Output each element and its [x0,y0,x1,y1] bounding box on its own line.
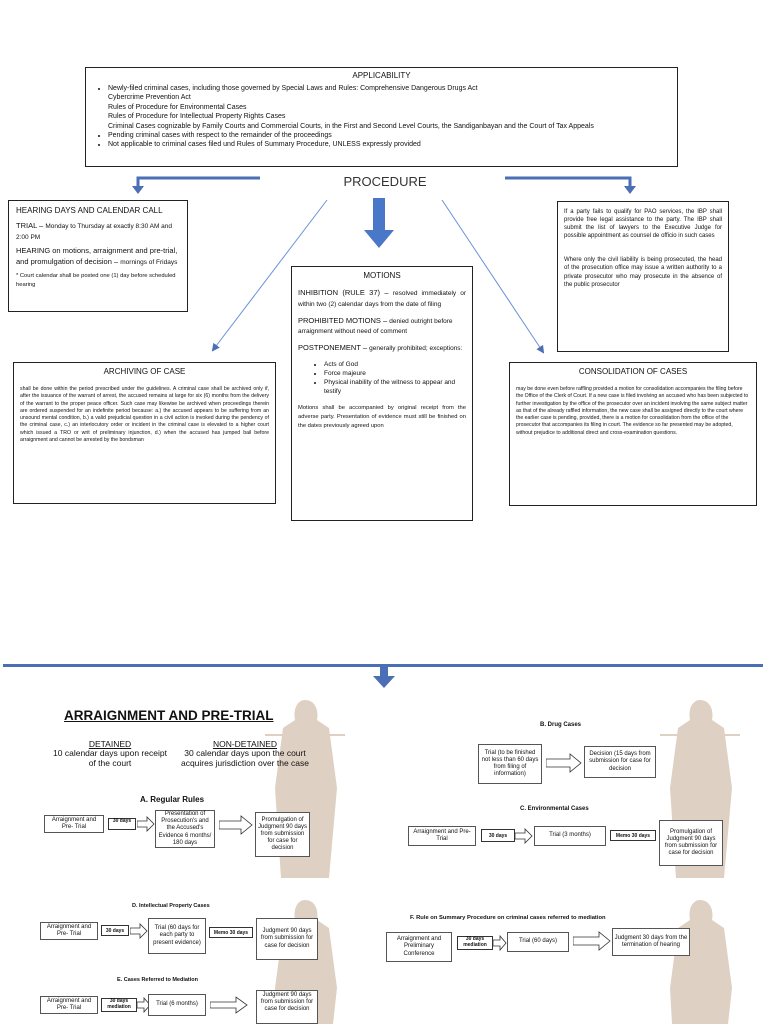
motions-note: Motions shall be accompanied by original receipt from the adverse party. Presentation of evidence must still be finished on the dates previously agreed upon [298,405,466,430]
consolidation-box [509,362,757,506]
justice-statue-icon [650,890,750,1024]
detained-block: DETAINED 10 calendar days upon receipt of the court [53,739,167,768]
hearing-schedule: HEARING on motions, arraignment and pre-trial, and promulgation of decision – mornings of Fridays [16,246,178,266]
flow-box: Presentation of Prosecution's and the Accused's Evidence 6 months/ 180 days [155,810,215,848]
flow-box: Arraignment and Pre- Trial [40,922,98,940]
ip-cases-heading: D. Intellectual Property Cases [132,903,210,909]
flow-box: Judgment 90 days from submission for case for decision [256,918,318,960]
pao-paragraph: If a party fails to qualify for PAO services, the IBP shall provide free legal assistance to the party. The IBP shall submit the list of lawyers to the Executive Judge for possible appointment as counsel de officio in such cases [564,209,722,240]
flow-arrow-icon [130,922,148,940]
drug-cases-heading: B. Drug Cases [540,722,582,728]
flow-tag: 30 days mediation [457,936,493,950]
archiving-box [13,362,276,504]
postponement-item: POSTPONEMENT – generally prohibited; exceptions: [298,343,463,353]
flow-tag: 30 days mediation [101,998,137,1012]
hearing-title: HEARING DAYS AND CALENDAR CALL [16,206,163,215]
applicability-bullet: • Pending criminal cases with respect to the remainder of the proceedings [108,131,669,140]
flow-box: Decision (15 days from submission for case for decision [584,746,656,778]
applicability-sub-3: Criminal Cases cognizable by Family Courts and Commercial Courts, in the First and Second Level Courts, the Sandiganbayan and the Court of Tax Appeals [108,122,594,130]
flow-arrow-icon [573,931,611,951]
prohibited-item: PROHIBITED MOTIONS – denied outright before arraignment without need of comment [298,315,453,336]
mediation-heading: E. Cases Referred to Mediation [117,977,198,983]
env-cases-heading: C. Environmental Cases [520,806,589,812]
flow-box: Arraignment and Pre- Trial [40,996,98,1014]
trial-schedule: TRIAL – Monday to Thursday at exactly 8:30 AM and 2:00 PM [16,221,173,241]
flow-tag: 30 days [108,818,136,830]
applicability-sub-0: Cybercrime Prevention Act [108,94,191,102]
down-arrow-icon [370,667,398,691]
summary-procedure-heading: F. Rule on Summary Procedure on criminal cases referred to mediation [410,915,606,921]
applicability-bullet: • Newly-filed criminal cases, including those governed by Special Laws and Rules: Comprehensive Dangerous Drugs Act Cybercrime Prevention Act Rules of Procedure for Environmental Cases Rules of Procedure for Intellectual Property Rights Cases Criminal Cases cognizable by Family Courts and Commercial Courts, in the First and Second Level Courts, the Sandiganbayan and the Court of Tax Appeals [108,84,669,131]
flow-box: Judgment 90 days from submission for case for decision [256,990,318,1024]
flow-box: Promulgation of Judgment 90 days from submission for case for decision [659,820,723,866]
flow-arrow-icon [210,996,248,1014]
regular-rules-heading: A. Regular Rules [140,795,205,804]
applicability-title: APPLICABILITY [352,71,411,80]
exception-item: • Acts of God [324,360,466,369]
private-prosecutor-paragraph: Where only the civil liability is being prosecuted, the head of the prosecution office may issue a written authority to a private prosecutor who may prosecute in the absence of the public prosecutor [564,257,722,288]
flow-tag: Memo 30 days [610,830,656,841]
procedure-heading: PROCEDURE [343,174,427,189]
flow-box: Trial (3 months) [534,826,606,846]
exception-item: • Force majeure [324,369,466,378]
archiving-text: shall be done within the period prescribed under the guidelines. A criminal case shall be archived only if, after the issuance of the warrant of arrest, the accused remains at large for six (6) months from the delivery of the warrant to the proper peace officer. Such case may likewise be archived when proceedings therein are ordered suspended for an indefinite period because: a.) the accused appears to be suffering from an unsound mental condition, b.) a valid prejudicial question in a civil action is invoked during the pendency of the criminal case, c.) an interlocutory order or incident in the criminal case is elevated to a higher court which issued a TRO or writ of preliminary injunction, d.) when the accused has jumped bail before arraignment and cannot be arrested by the bondsman [20,386,269,443]
motions-title: MOTIONS [363,271,401,280]
nondetained-block: NON-DETAINED 30 calendar days upon the court acquires jurisdiction over the case [180,739,310,768]
flow-arrow-icon [493,934,507,952]
flow-box: Trial (60 days for each party to present evidence) [148,918,206,954]
applicability-bullet: • Not applicable to criminal cases filed und Rules of Summary Procedure, UNLESS expressly provided [108,140,669,149]
flow-box: Promulgation of Judgment 90 days from submission for case for decision [255,812,310,857]
calendar-note: * Court calendar shall be posted one (1) day before scheduled hearing [16,273,176,288]
flow-box: Arraignment and Preliminary Conference [386,932,452,962]
flow-arrow-icon [219,815,253,835]
flow-box: Trial (6 months) [148,994,206,1016]
motions-box [291,266,473,521]
applicability-sub-1: Rules of Procedure for Environmental Cases [108,103,247,111]
consolidation-title: CONSOLIDATION OF CASES [578,367,688,376]
flow-arrow-icon [546,753,582,773]
flow-arrow-icon [515,827,533,845]
flow-box: Trial (to be finished not less than 60 days from filing of information) [478,744,542,784]
inhibition-item: INHIBITION (RULE 37) – resolved immediately or within two (2) calendar days from the date of filing [298,288,466,308]
applicability-sub-2: Rules of Procedure for Intellectual Property Rights Cases [108,113,286,121]
pao-box [557,201,729,352]
applicability-box [85,67,678,167]
arraignment-title: ARRAIGNMENT AND PRE-TRIAL [64,708,274,723]
flow-tag: Memo 30 days [209,927,253,938]
hearing-box [8,200,188,312]
flow-box: Arraignment and Pre- Trial [408,826,476,846]
exception-item: • Physical inability of the witness to appear and testify [324,378,466,396]
flow-tag: 30 days [101,925,129,936]
flow-arrow-icon [137,815,155,833]
archiving-title: ARCHIVING OF CASE [103,367,186,376]
flow-box: Judgment 30 days from the termination of hearing [612,928,690,956]
flow-tag: 30 days [481,829,515,842]
flow-box: Arraignment and Pre- Trial [44,815,104,833]
flow-box: Trial (60 days) [507,932,569,952]
consolidation-text: may be done even before raffling provided a motion for consolidation accompanies the filing before the Office of the Clerk of Court. If a new case is filed involving an accused who has been subjected to further investigation by the office of the prosecutor over an incident involving the same subject matter as that of the already raffled information, the new case shall be assigned directly to the court where the earlier case is pending, provided, there is a motion for consolidation from the office of the prosecutor that accompanies its filing in court. The evidence so far presented may be adopted, without prejudice to additional direct and cross-examination questions. [516,386,749,436]
